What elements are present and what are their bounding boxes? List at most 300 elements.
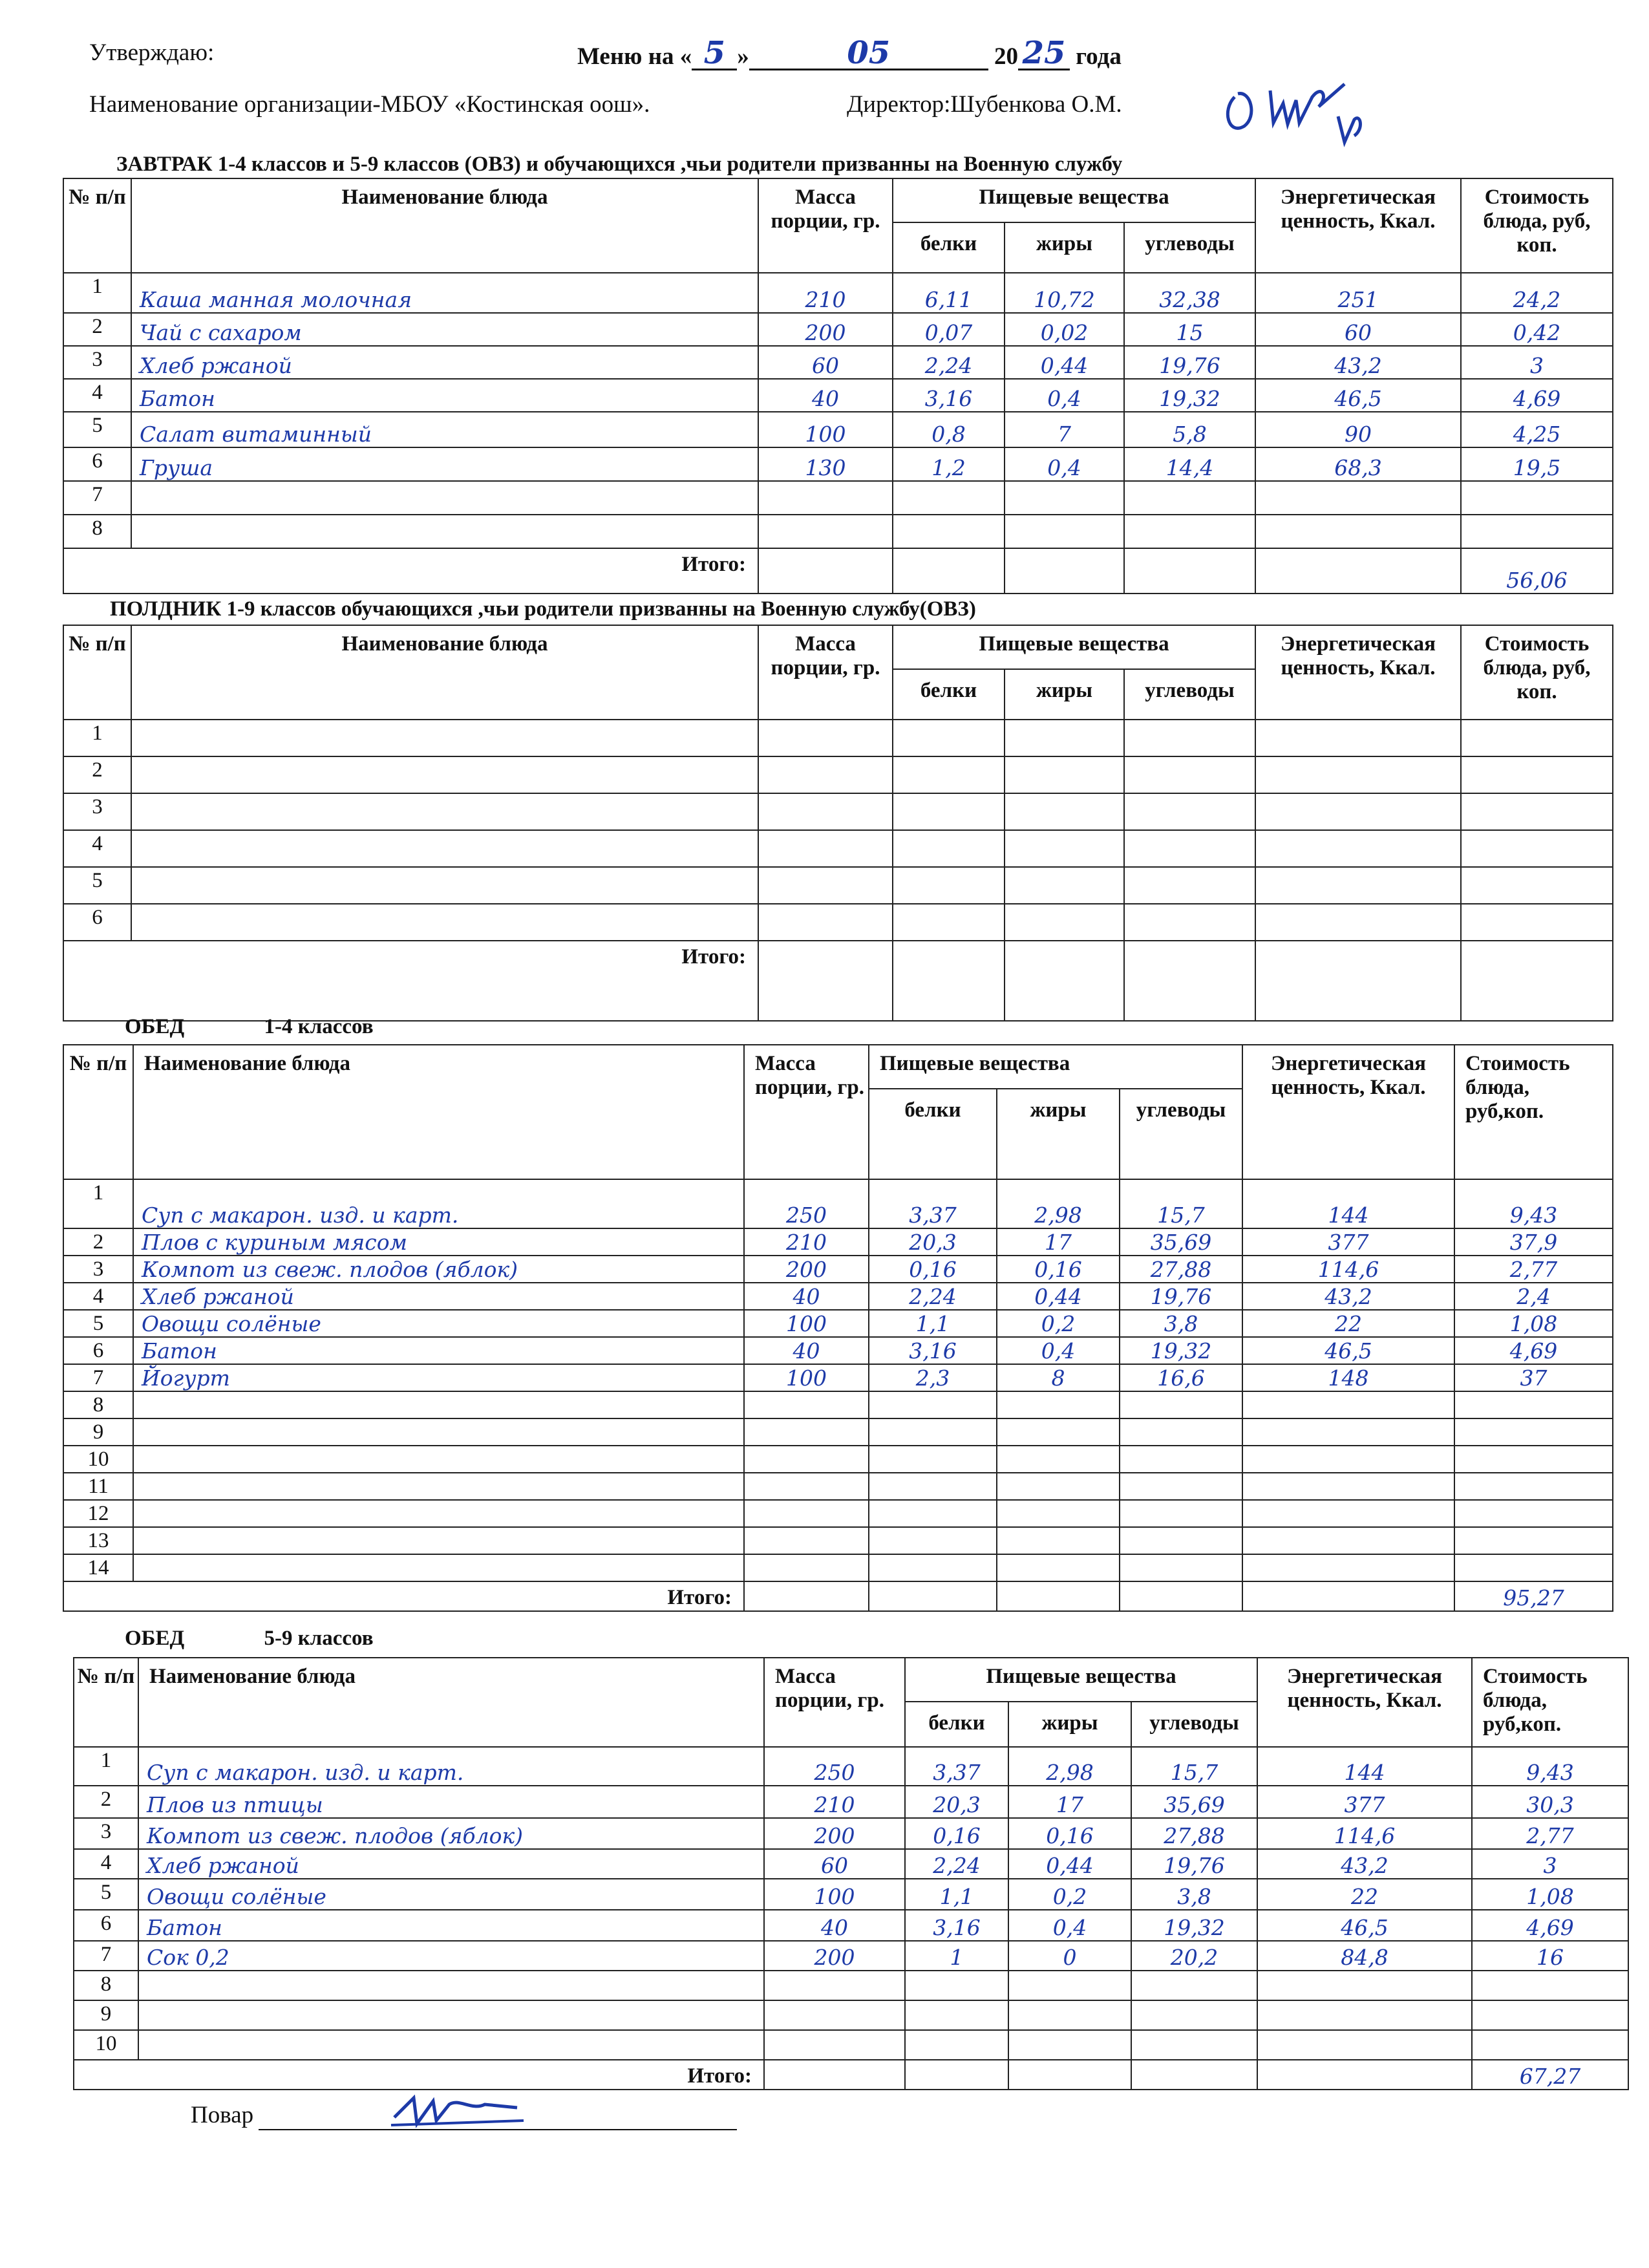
cell-energy: 22 bbox=[1242, 1310, 1454, 1337]
col-cost-header: Стоимость блюда, руб,коп. bbox=[1454, 1045, 1613, 1179]
table-row bbox=[74, 1747, 1628, 1786]
cell-mass bbox=[744, 1500, 869, 1527]
cell-cost bbox=[1461, 720, 1613, 756]
cell-carbs: 3,8 bbox=[1120, 1310, 1242, 1337]
cell-protein: 3,16 bbox=[869, 1337, 997, 1364]
lunch14-title-a: ОБЕД bbox=[125, 1015, 185, 1038]
table-row bbox=[74, 1849, 1628, 1879]
cell-cost bbox=[1461, 867, 1613, 904]
row-number: 3 bbox=[74, 1818, 138, 1849]
row-number: 1 bbox=[74, 1747, 138, 1786]
cell-name bbox=[131, 830, 758, 867]
cell-protein bbox=[893, 756, 1005, 793]
cell-mass: 210 bbox=[764, 1786, 905, 1818]
row-number: 5 bbox=[63, 1310, 133, 1337]
col-mass-header: Масса порции, гр. bbox=[764, 1658, 905, 1747]
cell-protein bbox=[869, 1527, 997, 1554]
cell-cost: 3 bbox=[1461, 346, 1613, 379]
cell-protein: 1,1 bbox=[905, 1879, 1008, 1910]
cell-energy: 46,5 bbox=[1257, 1910, 1472, 1941]
cell-protein: 6,11 bbox=[893, 273, 1005, 313]
cell-carbs bbox=[1131, 2000, 1257, 2030]
breakfast-total-label: Итого: bbox=[63, 548, 758, 594]
cell-carbs: 35,69 bbox=[1120, 1228, 1242, 1256]
cell-cost: 37,9 bbox=[1454, 1228, 1613, 1256]
cell-carbs: 3,8 bbox=[1131, 1879, 1257, 1910]
cell-protein bbox=[869, 1500, 997, 1527]
cell-energy: 84,8 bbox=[1257, 1941, 1472, 1971]
cell-protein: 3,16 bbox=[893, 379, 1005, 412]
cell-mass: 100 bbox=[744, 1364, 869, 1391]
cell-name bbox=[133, 1473, 744, 1500]
cell-fat: 17 bbox=[997, 1228, 1120, 1256]
table-row bbox=[63, 379, 1613, 412]
cell-energy: 68,3 bbox=[1255, 447, 1461, 481]
col-nutrients-header: Пищевые вещества bbox=[869, 1045, 1242, 1089]
cell-cost bbox=[1472, 1971, 1628, 2000]
cell-mass: 40 bbox=[758, 379, 893, 412]
cell-fat bbox=[997, 1446, 1120, 1473]
cell-cost: 3 bbox=[1472, 1849, 1628, 1879]
cell-carbs: 14,4 bbox=[1124, 447, 1255, 481]
quote-close: » bbox=[737, 43, 749, 70]
cell-carbs bbox=[1131, 1971, 1257, 2000]
cell-name bbox=[138, 1971, 764, 2000]
col-nutrients-header: Пищевые вещества bbox=[905, 1658, 1257, 1702]
cell-protein: 0,16 bbox=[905, 1818, 1008, 1849]
cell-cost: 9,43 bbox=[1472, 1747, 1628, 1786]
breakfast-total-value: 56,06 bbox=[1461, 548, 1613, 594]
cell-energy bbox=[1255, 793, 1461, 830]
cell-name bbox=[131, 867, 758, 904]
cell-protein: 0,07 bbox=[893, 313, 1005, 346]
col-carbs-header: углеводы bbox=[1120, 1089, 1242, 1179]
col-carbs-header: углеводы bbox=[1124, 222, 1255, 273]
cell-mass: 40 bbox=[744, 1283, 869, 1310]
cell-carbs: 20,2 bbox=[1131, 1941, 1257, 1971]
cell-fat bbox=[997, 1554, 1120, 1581]
cell-energy: 251 bbox=[1255, 273, 1461, 313]
lunch14-title-b: 1-4 классов bbox=[264, 1015, 374, 1038]
row-number: 1 bbox=[63, 1179, 133, 1228]
cell-energy: 43,2 bbox=[1257, 1849, 1472, 1879]
cell-carbs: 35,69 bbox=[1131, 1786, 1257, 1818]
cell-energy bbox=[1257, 1971, 1472, 2000]
col-energy-header: Энергетическая ценность, Ккал. bbox=[1255, 178, 1461, 273]
cell-mass bbox=[758, 515, 893, 548]
cell-fat: 0,2 bbox=[997, 1310, 1120, 1337]
cell-name: Батон bbox=[138, 1910, 764, 1941]
table-row bbox=[63, 720, 1613, 756]
cell-fat bbox=[1005, 720, 1124, 756]
row-number: 9 bbox=[74, 2000, 138, 2030]
cook-label: Повар bbox=[191, 2102, 254, 2128]
cell-name bbox=[133, 1391, 744, 1418]
cell-name bbox=[133, 1527, 744, 1554]
cell-fat bbox=[1005, 515, 1124, 548]
cell-mass bbox=[758, 867, 893, 904]
cell-name: Овощи солёные bbox=[133, 1310, 744, 1337]
cell-protein bbox=[893, 793, 1005, 830]
cell-protein: 3,16 bbox=[905, 1910, 1008, 1941]
cell-fat: 0,2 bbox=[1008, 1879, 1131, 1910]
cell-mass: 60 bbox=[764, 1849, 905, 1879]
cell-carbs: 19,76 bbox=[1131, 1849, 1257, 1879]
cell-protein: 1,2 bbox=[893, 447, 1005, 481]
cell-name: Хлеб ржаной bbox=[131, 346, 758, 379]
row-number: 2 bbox=[63, 313, 131, 346]
cell-mass bbox=[758, 904, 893, 941]
cell-protein bbox=[869, 1446, 997, 1473]
col-mass-header: Масса порции, гр. bbox=[758, 178, 893, 273]
cell-fat bbox=[997, 1500, 1120, 1527]
cell-energy bbox=[1255, 904, 1461, 941]
cell-energy bbox=[1255, 830, 1461, 867]
cell-name bbox=[133, 1500, 744, 1527]
cell-name: Суп с макарон. изд. и карт. bbox=[138, 1747, 764, 1786]
lunch59-total-value: 67,27 bbox=[1472, 2060, 1628, 2090]
cell-fat bbox=[1005, 867, 1124, 904]
row-number: 5 bbox=[74, 1879, 138, 1910]
row-number: 13 bbox=[63, 1527, 133, 1554]
year-word: года bbox=[1076, 43, 1122, 70]
cell-cost: 2,77 bbox=[1454, 1256, 1613, 1283]
cell-cost bbox=[1472, 2030, 1628, 2060]
cell-energy: 43,2 bbox=[1255, 346, 1461, 379]
cell-energy bbox=[1255, 756, 1461, 793]
cell-energy: 60 bbox=[1255, 313, 1461, 346]
row-number: 3 bbox=[63, 793, 131, 830]
cell-fat: 0,44 bbox=[1008, 1849, 1131, 1879]
row-number: 10 bbox=[63, 1446, 133, 1473]
cell-mass: 200 bbox=[758, 313, 893, 346]
cell-mass bbox=[744, 1446, 869, 1473]
col-mass-header: Масса порции, гр. bbox=[758, 625, 893, 720]
cell-cost: 16 bbox=[1472, 1941, 1628, 1971]
cell-carbs: 15,7 bbox=[1131, 1747, 1257, 1786]
table-row bbox=[63, 904, 1613, 941]
col-mass-header: Масса порции, гр. bbox=[744, 1045, 869, 1179]
cell-energy bbox=[1242, 1418, 1454, 1446]
cell-mass bbox=[758, 720, 893, 756]
row-number: 4 bbox=[74, 1849, 138, 1879]
cell-carbs: 27,88 bbox=[1120, 1256, 1242, 1283]
col-fat-header: жиры bbox=[1005, 222, 1124, 273]
cell-carbs: 19,32 bbox=[1124, 379, 1255, 412]
cell-mass bbox=[764, 2000, 905, 2030]
cell-carbs: 32,38 bbox=[1124, 273, 1255, 313]
cell-mass: 200 bbox=[764, 1941, 905, 1971]
snack-table bbox=[63, 625, 1613, 1022]
lunch14-total-value: 95,27 bbox=[1454, 1581, 1613, 1611]
menu-year: 25 bbox=[1018, 37, 1070, 70]
lunch59-title-b: 5-9 классов bbox=[264, 1627, 374, 1650]
row-number: 11 bbox=[63, 1473, 133, 1500]
menu-month: 05 bbox=[749, 37, 988, 70]
cell-cost: 37 bbox=[1454, 1364, 1613, 1391]
row-number: 1 bbox=[63, 273, 131, 313]
row-number: 10 bbox=[74, 2030, 138, 2060]
cell-carbs: 15 bbox=[1124, 313, 1255, 346]
col-num-header: № п/п bbox=[63, 178, 131, 273]
cell-protein: 3,37 bbox=[869, 1179, 997, 1228]
col-carbs-header: углеводы bbox=[1131, 1702, 1257, 1747]
col-name-header: Наименование блюда bbox=[138, 1658, 764, 1747]
cell-cost bbox=[1461, 904, 1613, 941]
cell-mass: 200 bbox=[744, 1256, 869, 1283]
table-row bbox=[63, 1500, 1613, 1527]
cell-energy: 46,5 bbox=[1255, 379, 1461, 412]
cell-name bbox=[131, 720, 758, 756]
col-energy-header: Энергетическая ценность, Ккал. bbox=[1255, 625, 1461, 720]
row-number: 3 bbox=[63, 1256, 133, 1283]
cell-fat bbox=[1008, 2030, 1131, 2060]
col-fat-header: жиры bbox=[1005, 669, 1124, 720]
table-row bbox=[63, 1446, 1613, 1473]
cell-name: Хлеб ржаной bbox=[133, 1283, 744, 1310]
cell-energy: 43,2 bbox=[1242, 1283, 1454, 1310]
row-number: 7 bbox=[63, 1364, 133, 1391]
cell-protein: 0,16 bbox=[869, 1256, 997, 1283]
cell-energy: 22 bbox=[1257, 1879, 1472, 1910]
cell-carbs: 5,8 bbox=[1124, 412, 1255, 447]
cell-fat: 0,16 bbox=[1008, 1818, 1131, 1849]
col-protein-header: белки bbox=[905, 1702, 1008, 1747]
col-cost-header: Стоимость блюда, руб,коп. bbox=[1472, 1658, 1628, 1747]
cell-cost bbox=[1454, 1473, 1613, 1500]
organization-name: Наименование организации-МБОУ «Костинская оош». bbox=[89, 91, 650, 118]
cell-carbs bbox=[1124, 515, 1255, 548]
cell-fat: 0,44 bbox=[997, 1283, 1120, 1310]
cell-energy bbox=[1242, 1473, 1454, 1500]
cell-energy: 144 bbox=[1257, 1747, 1472, 1786]
cell-carbs bbox=[1120, 1473, 1242, 1500]
cell-fat bbox=[1005, 793, 1124, 830]
cell-mass bbox=[764, 2030, 905, 2060]
cell-protein bbox=[869, 1473, 997, 1500]
table-row bbox=[63, 1554, 1613, 1581]
year-prefix: 20 bbox=[994, 43, 1019, 70]
cell-energy bbox=[1255, 515, 1461, 548]
cell-carbs: 19,76 bbox=[1124, 346, 1255, 379]
table-row bbox=[63, 1283, 1613, 1310]
cell-cost: 4,69 bbox=[1454, 1337, 1613, 1364]
row-number: 8 bbox=[63, 515, 131, 548]
cell-carbs bbox=[1124, 830, 1255, 867]
cell-cost bbox=[1461, 481, 1613, 515]
cell-protein bbox=[893, 720, 1005, 756]
lunch14-rows bbox=[63, 1179, 1613, 1581]
cell-fat: 0,02 bbox=[1005, 313, 1124, 346]
col-cost-header: Стоимость блюда, руб, коп. bbox=[1461, 178, 1613, 273]
cell-protein bbox=[905, 1971, 1008, 2000]
cell-name: Хлеб ржаной bbox=[138, 1849, 764, 1879]
col-nutrients-header: Пищевые вещества bbox=[893, 178, 1255, 222]
cell-cost: 2,77 bbox=[1472, 1818, 1628, 1849]
cell-fat bbox=[1005, 830, 1124, 867]
row-number: 2 bbox=[63, 1228, 133, 1256]
col-protein-header: белки bbox=[893, 222, 1005, 273]
cell-carbs bbox=[1124, 720, 1255, 756]
cell-cost: 4,69 bbox=[1472, 1910, 1628, 1941]
cell-name bbox=[131, 793, 758, 830]
lunch14-title bbox=[125, 1015, 374, 1039]
cell-cost bbox=[1472, 2000, 1628, 2030]
cell-carbs: 27,88 bbox=[1131, 1818, 1257, 1849]
row-number: 4 bbox=[63, 1283, 133, 1310]
cell-fat bbox=[997, 1527, 1120, 1554]
row-number: 14 bbox=[63, 1554, 133, 1581]
table-row bbox=[74, 1818, 1628, 1849]
table-row bbox=[74, 1941, 1628, 1971]
table-row bbox=[63, 1256, 1613, 1283]
table-row bbox=[63, 793, 1613, 830]
table-row bbox=[63, 481, 1613, 515]
cell-protein bbox=[869, 1391, 997, 1418]
cell-name: Плов из птицы bbox=[138, 1786, 764, 1818]
cell-carbs bbox=[1124, 756, 1255, 793]
cell-mass: 210 bbox=[758, 273, 893, 313]
table-row bbox=[63, 1418, 1613, 1446]
cell-energy: 377 bbox=[1242, 1228, 1454, 1256]
row-number: 4 bbox=[63, 830, 131, 867]
cell-energy bbox=[1255, 481, 1461, 515]
cell-carbs bbox=[1120, 1554, 1242, 1581]
row-number: 6 bbox=[63, 447, 131, 481]
cell-energy: 90 bbox=[1255, 412, 1461, 447]
table-row bbox=[63, 346, 1613, 379]
cell-carbs bbox=[1120, 1391, 1242, 1418]
cell-energy: 114,6 bbox=[1257, 1818, 1472, 1849]
table-row bbox=[63, 867, 1613, 904]
cell-name bbox=[133, 1418, 744, 1446]
table-row bbox=[63, 1337, 1613, 1364]
cell-mass bbox=[758, 756, 893, 793]
lunch59-title bbox=[125, 1627, 374, 1651]
cell-carbs bbox=[1124, 481, 1255, 515]
cell-protein: 2,24 bbox=[905, 1849, 1008, 1879]
cell-energy bbox=[1242, 1500, 1454, 1527]
table-row bbox=[74, 2000, 1628, 2030]
cell-name: Йогурт bbox=[133, 1364, 744, 1391]
cell-fat: 0 bbox=[1008, 1941, 1131, 1971]
col-name-header: Наименование блюда bbox=[131, 178, 758, 273]
cell-protein bbox=[893, 904, 1005, 941]
cell-mass: 40 bbox=[764, 1910, 905, 1941]
cell-cost bbox=[1461, 515, 1613, 548]
table-row bbox=[74, 1910, 1628, 1941]
cell-cost: 4,69 bbox=[1461, 379, 1613, 412]
snack-total-value bbox=[1461, 941, 1613, 1021]
cell-energy bbox=[1255, 867, 1461, 904]
menu-day: 5 bbox=[692, 37, 737, 70]
table-row bbox=[63, 756, 1613, 793]
table-row bbox=[63, 1364, 1613, 1391]
table-row bbox=[63, 447, 1613, 481]
row-number: 7 bbox=[63, 481, 131, 515]
table-row bbox=[63, 313, 1613, 346]
row-number: 7 bbox=[74, 1941, 138, 1971]
cell-cost: 1,08 bbox=[1472, 1879, 1628, 1910]
cell-name bbox=[131, 756, 758, 793]
row-number: 12 bbox=[63, 1500, 133, 1527]
cell-name: Батон bbox=[131, 379, 758, 412]
cell-energy: 46,5 bbox=[1242, 1337, 1454, 1364]
cell-carbs: 16,6 bbox=[1120, 1364, 1242, 1391]
cell-cost: 24,2 bbox=[1461, 273, 1613, 313]
cell-name: Чай с сахаром bbox=[131, 313, 758, 346]
table-row bbox=[63, 412, 1613, 447]
col-num-header: № п/п bbox=[74, 1658, 138, 1747]
cell-mass bbox=[744, 1527, 869, 1554]
cell-mass: 250 bbox=[764, 1747, 905, 1786]
cell-name bbox=[138, 2000, 764, 2030]
row-number: 8 bbox=[74, 1971, 138, 2000]
cell-energy bbox=[1242, 1554, 1454, 1581]
cell-carbs bbox=[1120, 1418, 1242, 1446]
cell-protein bbox=[905, 2000, 1008, 2030]
table-row bbox=[63, 1527, 1613, 1554]
lunch14-total-label: Итого: bbox=[63, 1581, 744, 1611]
col-protein-header: белки bbox=[869, 1089, 997, 1179]
cell-carbs: 19,76 bbox=[1120, 1283, 1242, 1310]
cell-name: Салат витаминный bbox=[131, 412, 758, 447]
table-row bbox=[63, 830, 1613, 867]
cell-cost bbox=[1454, 1418, 1613, 1446]
cell-fat: 7 bbox=[1005, 412, 1124, 447]
cell-energy bbox=[1242, 1446, 1454, 1473]
cell-name: Груша bbox=[131, 447, 758, 481]
cell-carbs: 15,7 bbox=[1120, 1179, 1242, 1228]
col-num-header: № п/п bbox=[63, 1045, 133, 1179]
cell-fat: 2,98 bbox=[1008, 1747, 1131, 1786]
cell-cost: 2,4 bbox=[1454, 1283, 1613, 1310]
cell-carbs: 19,32 bbox=[1131, 1910, 1257, 1941]
cell-fat: 17 bbox=[1008, 1786, 1131, 1818]
col-nutrients-header: Пищевые вещества bbox=[893, 625, 1255, 669]
breakfast-title: ЗАВТРАК 1-4 классов и 5-9 классов (ОВЗ) и обучающихся ,чьи родители призванны на Военную службу bbox=[116, 153, 1123, 176]
table-row bbox=[63, 515, 1613, 548]
cell-fat bbox=[1008, 1971, 1131, 2000]
cell-protein bbox=[869, 1418, 997, 1446]
cell-cost: 19,5 bbox=[1461, 447, 1613, 481]
cell-fat bbox=[1008, 2000, 1131, 2030]
cell-protein: 2,24 bbox=[893, 346, 1005, 379]
cell-protein: 20,3 bbox=[869, 1228, 997, 1256]
cell-cost bbox=[1461, 830, 1613, 867]
cell-protein bbox=[893, 481, 1005, 515]
cell-mass: 60 bbox=[758, 346, 893, 379]
cell-carbs bbox=[1120, 1446, 1242, 1473]
cell-mass bbox=[758, 830, 893, 867]
cell-mass bbox=[744, 1554, 869, 1581]
cell-protein: 2,3 bbox=[869, 1364, 997, 1391]
row-number: 6 bbox=[63, 904, 131, 941]
cell-name bbox=[131, 904, 758, 941]
cell-protein: 20,3 bbox=[905, 1786, 1008, 1818]
cell-cost bbox=[1461, 756, 1613, 793]
cell-mass: 40 bbox=[744, 1337, 869, 1364]
row-number: 6 bbox=[63, 1337, 133, 1364]
breakfast-table bbox=[63, 178, 1613, 594]
row-number: 2 bbox=[74, 1786, 138, 1818]
cell-mass bbox=[744, 1391, 869, 1418]
cell-fat: 0,4 bbox=[1005, 447, 1124, 481]
menu-date-line bbox=[577, 37, 1122, 70]
row-number: 5 bbox=[63, 867, 131, 904]
cell-protein bbox=[905, 2030, 1008, 2060]
cell-energy: 144 bbox=[1242, 1179, 1454, 1228]
